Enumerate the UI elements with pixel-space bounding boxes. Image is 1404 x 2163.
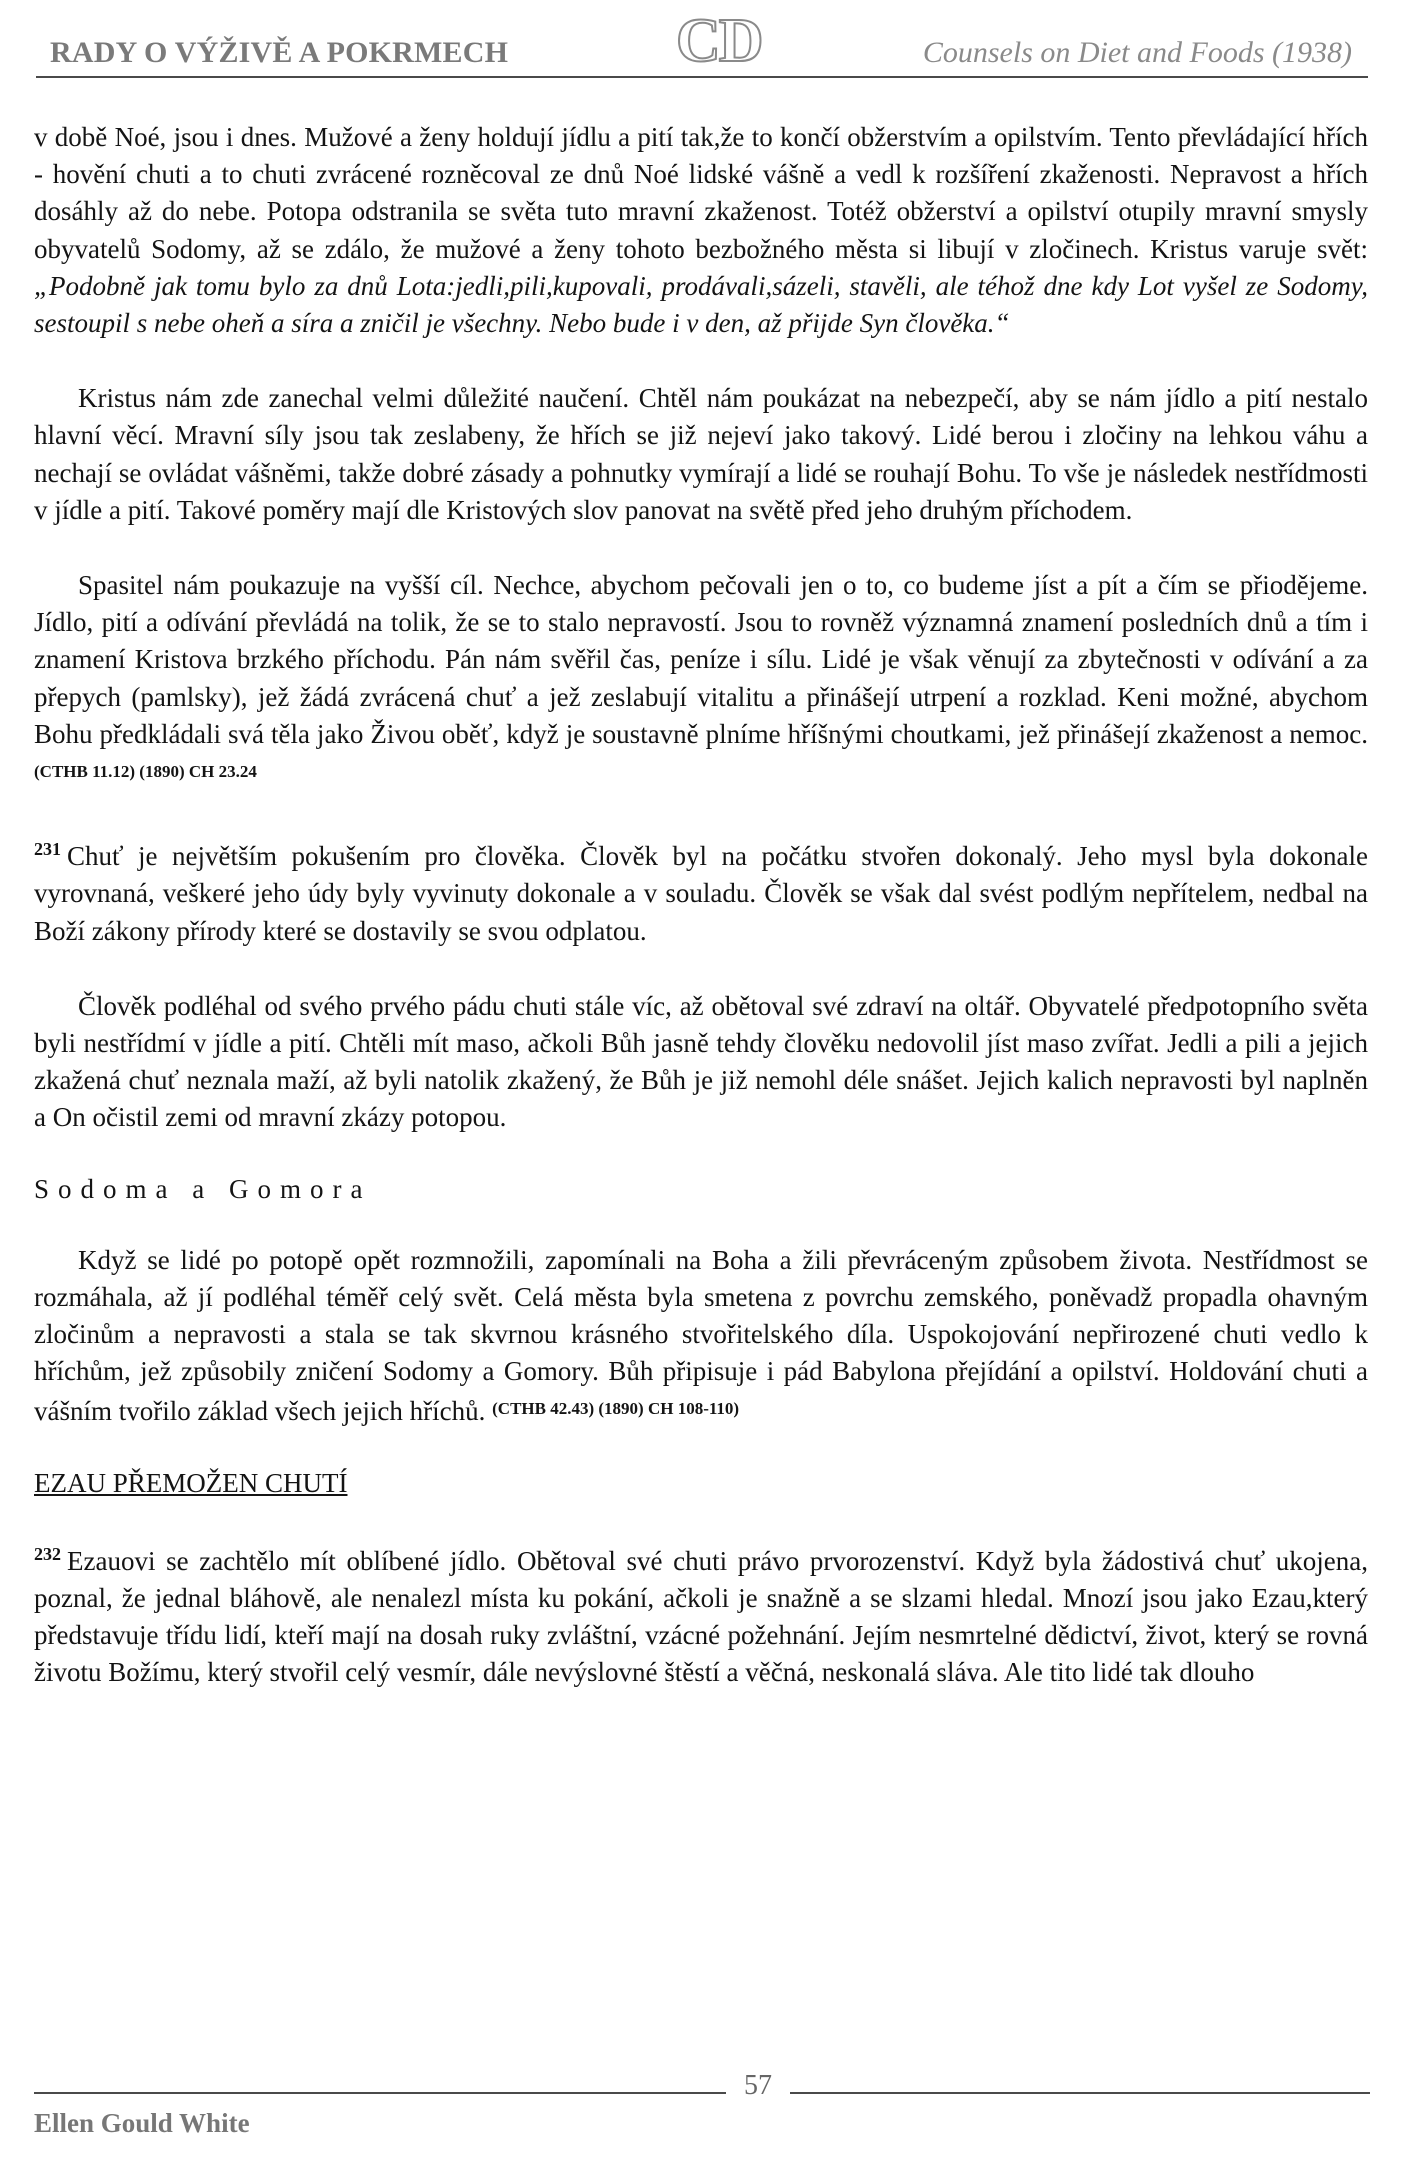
- footer-rule-right: [790, 2092, 1370, 2094]
- book-code-logo: CD: [676, 7, 762, 75]
- book-title-english: Counsels on Diet and Foods (1938): [922, 36, 1352, 69]
- paragraph-6: [34, 1242, 1368, 1431]
- paragraph-number-232: 232: [34, 1543, 61, 1564]
- paragraph-1: [34, 119, 1368, 342]
- book-title-czech: RADY O VÝŽIVĚ A POKRMECH: [50, 36, 509, 69]
- paragraph-232-text: Ezauovi se zachtělo mít oblíbené jídlo. Obětoval své chuti právo prvorozenství. Když byla žádostivá chuť ukojena, poznal, že jednal bláhově, ale nenalezl místa ku pokání, ačkoli je snažně a se slzami hledal. Mnozí jsou jako Ezau,který představuje třídu lidí, kteří mají na dosah ruky zvláštní, vzácné požehnání. Jejím nesmrtelné dědictví, život, který se rovná životu Božímu, který stvořil celý vesmír, dále nevýslovné štěstí a věčná, neskonalá sláva. Ale tito lidé tak dlouho: [34, 1545, 1368, 1688]
- section-title: EZAU PŘEMOŽEN CHUTÍ: [34, 1467, 348, 1498]
- page-body: [34, 119, 1368, 1692]
- paragraph-2: Kristus nám zde zanechal velmi důležité naučení. Chtěl nám poukázat na nebezpečí, aby se nám jídlo a pití nestalo hlavní věcí. Mravní síly jsou tak zeslabeny, že hřích se již nejeví jako takový. Lidé berou i zločiny na lehkou váhu a nechají se ovládat vášněmi, takže dobré zásady a pohnutky vymírají a lidé se rouhají Bohu. To vše je následek nestřídmosti v jídle a pití. Takové poměry mají dle Kristových slov panovat na světě před jeho druhým příchodem.: [34, 383, 1368, 525]
- paragraph-232: [34, 1536, 1368, 1692]
- paragraph-number-231: 231: [34, 839, 61, 860]
- paragraph-5: Člověk podléhal od svého prvého pádu chuti stále víc, až obětoval své zdraví na oltář. Obyvatelé předpotopního světa byli nestřídmí v jídle a pití. Chtěli mít maso, ačkoli Bůh jasně tehdy člověku nedovolil jíst maso zvířat. Jedli a pili a jejich zkažená chuť neznala maží, až byli natolik zkažený, že Bůh je již nemohl déle snášet. Jejich kalich nepravosti byl naplněn a On očistil zemi od mravní zkázy potopou.: [34, 990, 1368, 1133]
- footer-rule-left: [34, 2092, 726, 2094]
- paragraph-1-text: v době Noé, jsou i dnes. Mužové a ženy holdují jídlu a pití tak,že to končí obžerstvím a opilstvím. Tento převládající hřích - hovění chuti a to chuti zvrácené rozněcoval ze dnů Noé lidské vášně a vedl k rozšíření zkaženosti. Nepravost a hřích dosáhly až do nebe. Potopa odstranila se světa tuto mravní zkaženost. Totéž obžerství a opilství otupily mravní smysly obyvatelů Sodomy, až se zdálo, že mužové a ženy tohoto bezbožného města si libují v zločinech. Kristus varuje svět:: [34, 122, 1368, 264]
- paragraph-3-text: Spasitel nám poukazuje na vyšší cíl. Nechce, abychom pečovali jen o to, co budeme jíst a pít a čím se přioděјeme. Jídlo, pití a odívání převládá na tolik, že se to stalo nepravostí. Jsou to rovněž významná znamení posledních dnů a tím i znamení Kristova brzkého příchodu. Pán nám svěřil čas, peníze i sílu. Lidé je však věnují za zbytečnosti v odívání a za přepych (pamlsky), jež žádá zvrácená chuť a jež zeslabují vitalitu a přinášejí utrpení a rozklad. Keni možné, abychom Bohu předkládali svá těla jako Živou oběť, když je soustavně plníme hříšnými choutkami, jež přinášejí zkaženost a nemoc.: [34, 570, 1368, 749]
- reference-2: (CTHB 42.43) (1890) CH 108-110): [492, 1399, 740, 1419]
- paragraph-3: [34, 567, 1368, 793]
- page-number: 57: [744, 2070, 772, 2101]
- subheading-sodoma: Sodoma a Gomora: [34, 1173, 372, 1204]
- page-header: [36, 7, 1368, 78]
- quote-lot: „Podobně jak tomu bylo za dnů Lota:jedli,pili,kupovali, prodávali,sázeli, stavěli, ale téhož dne kdy Lot vyšel ze Sodomy, sestoupil s nebe oheň a síra a zničil je všechny. Nebo bude i v den, až přijde Syn člověka.“: [34, 270, 1368, 339]
- paragraph-231: [34, 831, 1368, 950]
- paragraph-6-text: Když se lidé po potopě opět rozmnožili, zapomínali na Boha a žili převráceným způsobem života. Nestřídmost se rozmáhala, až jí podléhal téměř celý svět. Celá města byla smetena z povrchu zemského, poněvadž propadla ohavným zločinům a nepravosti a stala se tak skvrnou krásného stvořitelského díla. Uspokojování nepřirozené chuti vedlo k hříchům, jež způsobily zničení Sodomy a Gomory. Bůh připisuje i pád Babylona přejídání a opilství. Holdování chuti a vášním tvořilo základ všech jejich hříchů.: [34, 1244, 1368, 1427]
- reference-1: (CTHB 11.12) (1890) CH 23.24: [34, 762, 257, 782]
- paragraph-231-text: Chuť je největším pokušením pro člověka. Člověk byl na počátku stvořen dokonalý. Jeho mysl byla dokonale vyrovnaná, veškeré jeho údy byly vyvinuty dokonale a v souladu. Člověk se však dal svést podlým nepřítelem, nedbal na Boží zákony přírody které se dostavily se svou odplatou.: [34, 841, 1368, 946]
- author-name: Ellen Gould White: [34, 2108, 250, 2138]
